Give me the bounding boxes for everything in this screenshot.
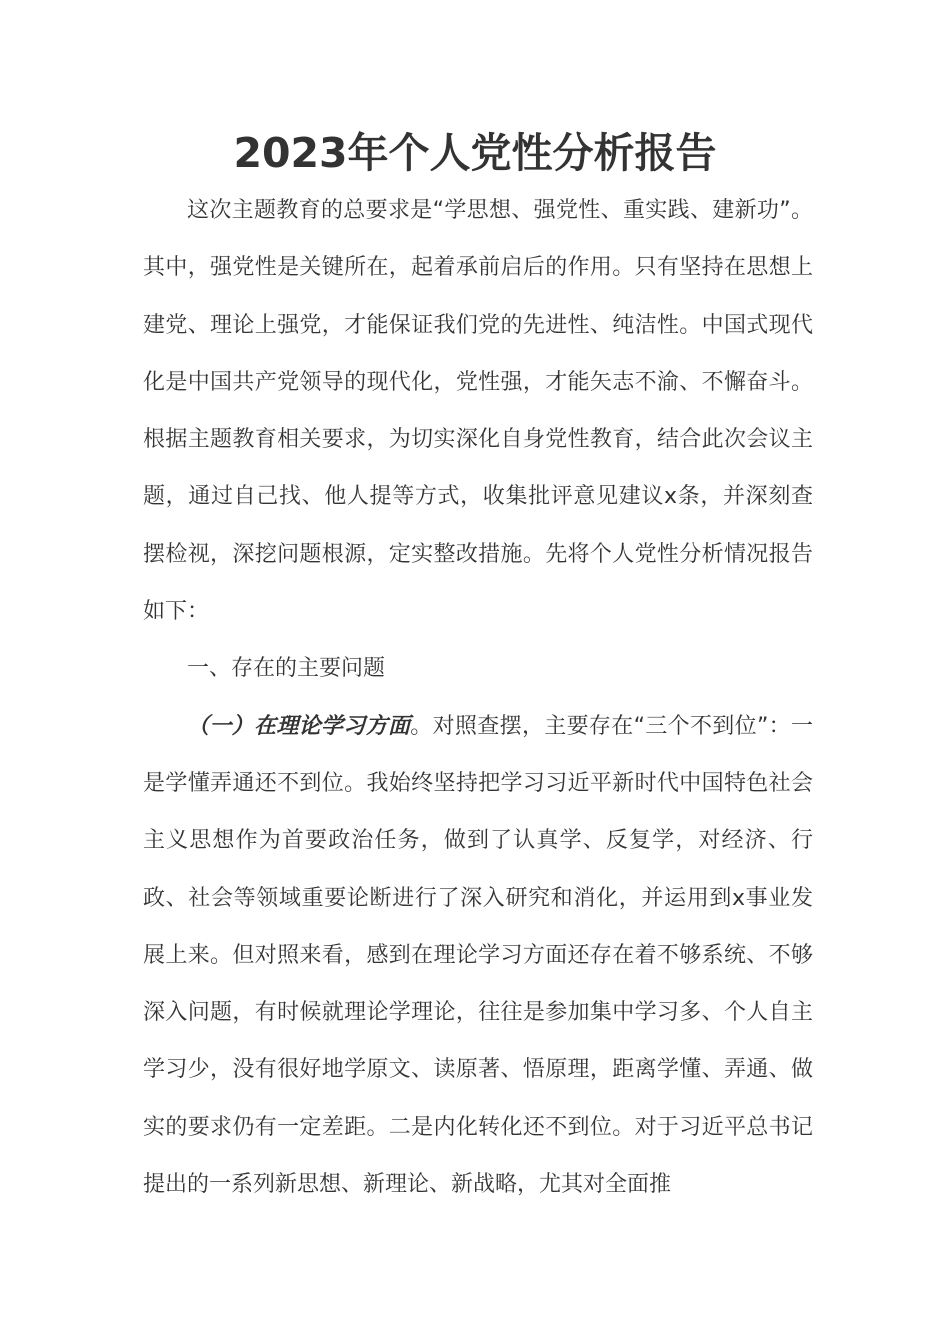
section-heading: 一、存在的主要问题 [187,656,386,682]
intro-paragraph: 这次主题教育的总要求是“学思想、强党性、重实践、建新功”。其中，强党性是关键所在，起着承前启后的作用。只有坚持在思想上建党、理论上强党，才能保证我们党的先进性、纯洁性。中国式现代化是中国共产党领导的现代化，党性强，才能矢志不渝、不懈奋斗。根据主题教育相关要求，为切实深化自身党性教育，结合此次会议主题，通过自己找、他人提等方式，收集批评意见建议x条，并深刻查摆检视，深挖问题根源，定实整改措施。先将个人党性分析情况报告如下： [143,198,813,625]
subsection-paragraph [143,698,813,1214]
document-title: 2023年个人党性分析报告 [233,129,717,177]
subsection-label: （一）在理论学习方面 [187,712,411,739]
subsection-text: 。对照查摆，主要存在“三个不到位”：一是学懂弄通还不到位。我始终坚持把学习习近平新时代中国特色社会主义思想作为首要政治任务，做到了认真学、反复学，对经济、行政、社会等领域重要论断进行了深入研究和消化，并运用到x事业发展上来。但对照来看，感到在理论学习方面还存在着不够系统、不够深入问题，有时候就理论学理论，往往是参加集中学习多、个人自主学习少，没有很好地学原文、读原著、悟原理，距离学懂、弄通、做实的要求仍有一定差距。二是内化转化还不到位。对于习近平总书记提出的一系列新思想、新理论、新战略，尤其对全面推 [143,713,813,1198]
document-body [143,182,813,1213]
